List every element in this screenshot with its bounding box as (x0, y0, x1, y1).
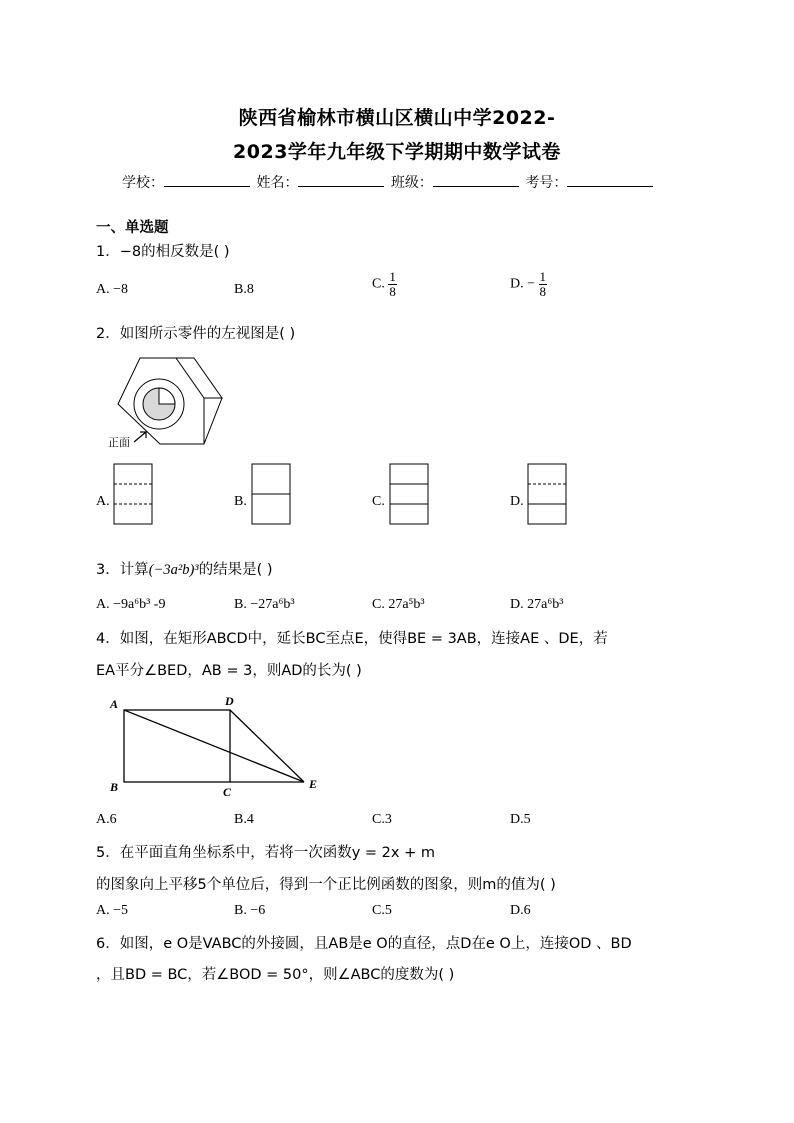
q4-option-d[interactable]: D.5 (510, 812, 531, 827)
section-title: 一、单选题 (96, 220, 169, 236)
q1-option-c-fraction (388, 270, 397, 299)
front-arrow-icon (134, 432, 146, 442)
point-b-label: B (110, 780, 119, 794)
exam-number-blank[interactable] (567, 174, 653, 187)
q3-option-d[interactable]: D. 27a⁶b³ (510, 597, 564, 612)
q1-option-c[interactable] (372, 270, 397, 299)
question-5-line2: 的图象向上平移5个单位后，得到一个正比例函数的图象，则m的值为( ) (96, 877, 556, 893)
class-label: 班级： (390, 175, 433, 191)
point-e-label: E (309, 777, 318, 791)
q3-option-a[interactable]: A. −9a⁶b³ -9 (96, 597, 166, 612)
fraction-denominator: 8 (389, 284, 396, 299)
q1-option-d[interactable] (510, 270, 547, 299)
exam-number-label: 考号： (525, 175, 568, 191)
q2-option-d-view[interactable] (527, 463, 569, 527)
q2-option-c-view[interactable] (389, 463, 431, 527)
q1-option-b[interactable]: B.8 (234, 282, 254, 297)
question-3-stem (96, 558, 273, 579)
q1-option-c-prefix: C. (372, 276, 385, 292)
question-1-stem: 1．−8的相反数是( ) (96, 244, 230, 260)
point-a-label: A (110, 697, 119, 711)
question-2-stem: 2．如图所示零件的左视图是( ) (96, 326, 296, 342)
fraction-numerator: 1 (389, 269, 396, 284)
question-5-line1: 5．在平面直角坐标系中，若将一次函数y = 2x + m (96, 845, 435, 861)
q5-option-d[interactable]: D.6 (510, 903, 531, 918)
class-blank[interactable] (433, 174, 519, 187)
fraction-denominator: 8 (539, 284, 547, 299)
q2-option-c-label[interactable]: C. (372, 494, 385, 509)
q1-option-a[interactable]: A. −8 (96, 282, 129, 297)
q2-option-d-label[interactable]: D. (510, 494, 524, 509)
q2-option-b-label[interactable]: B. (234, 494, 247, 509)
q5-option-b[interactable]: B. −6 (234, 903, 266, 918)
q1-option-d-fraction (539, 270, 548, 299)
name-blank[interactable] (298, 174, 384, 187)
school-label: 学校： (122, 175, 164, 191)
q4-option-b[interactable]: B.4 (234, 812, 254, 827)
q4-option-c[interactable]: C.3 (372, 812, 392, 827)
q3-option-c[interactable]: C. 27a⁵b³ (372, 597, 425, 612)
front-view-label: 正面 (108, 437, 130, 449)
q5-option-a[interactable]: A. −5 (96, 903, 129, 918)
exam-title-line2: 2023学年九年级下学期期中数学试卷 (233, 141, 561, 163)
question-4-line1: 4．如图，在矩形ABCD中，延长BC至点E，使得BE = 3AB，连接AE 、DE，若 (96, 631, 608, 647)
q1-option-d-prefix: D. − (510, 276, 536, 292)
point-c-label: C (223, 785, 232, 799)
fraction-numerator: 1 (539, 269, 547, 284)
question-4-line2: EA平分∠BED，AB = 3，则AD的长为( ) (96, 663, 362, 679)
q2-option-b-view[interactable] (251, 463, 293, 527)
point-d-label: D (225, 694, 234, 708)
exam-title-line1: 陕西省榆林市横山区横山中学2022- (238, 107, 556, 129)
q2-option-a-view[interactable] (113, 463, 155, 527)
name-label: 姓名： (256, 175, 299, 191)
question-6-line1: 6．如图，e O是VABC的外接圆，且AB是e O的直径，点D在e O上，连接OD 、BD (96, 936, 632, 952)
q2-option-a-label[interactable]: A. (96, 494, 110, 509)
school-blank[interactable] (164, 174, 250, 187)
q3-stem-prefix: 3．计算 (96, 562, 149, 578)
q3-stem-expression: (−3a²b)³ (148, 562, 199, 578)
q3-stem-suffix: 的结果是( ) (198, 562, 273, 578)
q4-option-a[interactable]: A.6 (96, 812, 117, 827)
q5-option-c[interactable]: C.5 (372, 903, 392, 918)
q2-nut-figure (104, 352, 224, 452)
student-info-row (122, 172, 655, 192)
q3-option-b[interactable]: B. −27a⁶b³ (234, 597, 295, 612)
q4-rectangle-figure (104, 692, 326, 802)
question-6-line2: ，且BD = BC，若∠BOD = 50°，则∠ABC的度数为( ) (96, 967, 455, 983)
